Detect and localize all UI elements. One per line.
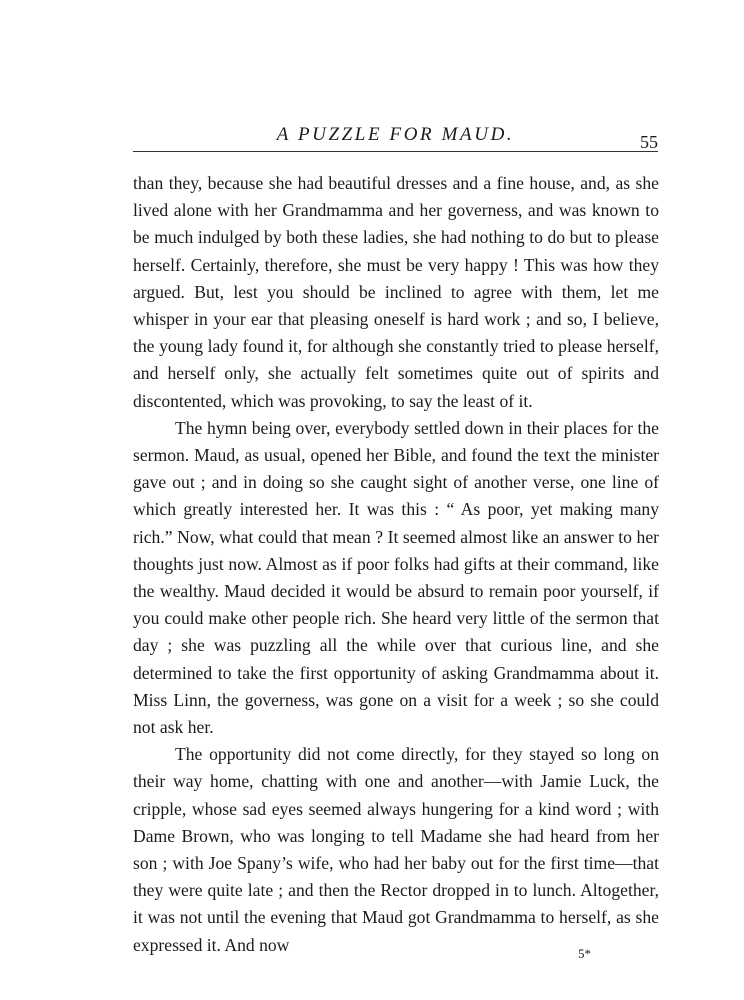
body-text [133,170,659,959]
running-head [133,118,658,152]
header-rule [133,151,658,152]
running-title: A PUZZLE FOR MAUD. [276,124,515,145]
paragraph-2: The hymn being over, everybody settled down in their places for the sermon. Maud, as usual, opened her Bible, and found the text the minister gave out ; and in doing so she caught sight of another verse, one line of which greatly interested her. It was this : “ As poor, yet making many rich.” Now, what could that mean ? It seemed almost like an answer to her thoughts just now. Almost as if poor folks had gifts at their command, like the wealthy. Maud decided it would be absurd to remain poor yourself, if you could make other people rich. She heard very little of the sermon that day ; she was puzzling all the while over that curious line, and she determined to take the first opportunity of asking Grandmamma about it. Miss Linn, the governess, was gone on a visit for a week ; so she could not ask her. [133,417,659,738]
paragraph-3: The opportunity did not come directly, for they stayed so long on their way home, chatting with one and another—with Jamie Luck, the cripple, whose sad eyes seemed always hungering for a kind word ; with Dame Brown, who was longing to tell Madame she had heard from her son ; with Joe Spany’s wife, who had her baby out for the first time—that they were quite late ; and then the Rector dropped in to lunch. Altogether, it was not until the evening that Maud got Grandmamma to herself, as she expressed it. And now [133,744,659,955]
paragraph-1: than they, because she had beautiful dresses and a fine house, and, as she lived alone with her Grandmamma and her governess, and was known to be much indulged by both these ladies, she had nothing to do but to please herself. Certainly, therefore, she must be very happy ! This was how they argued. But, lest you should be inclined to agree with them, let me whisper in your ear that pleasing oneself is hard work ; and so, I believe, the young lady found it, for although she constantly tried to please herself, and herself only, she actually felt sometimes quite out of spirits and discontented, which was provoking, to say the least of it. [133,173,659,411]
page-number: 55 [640,132,658,152]
signature-mark: 5* [578,946,591,961]
